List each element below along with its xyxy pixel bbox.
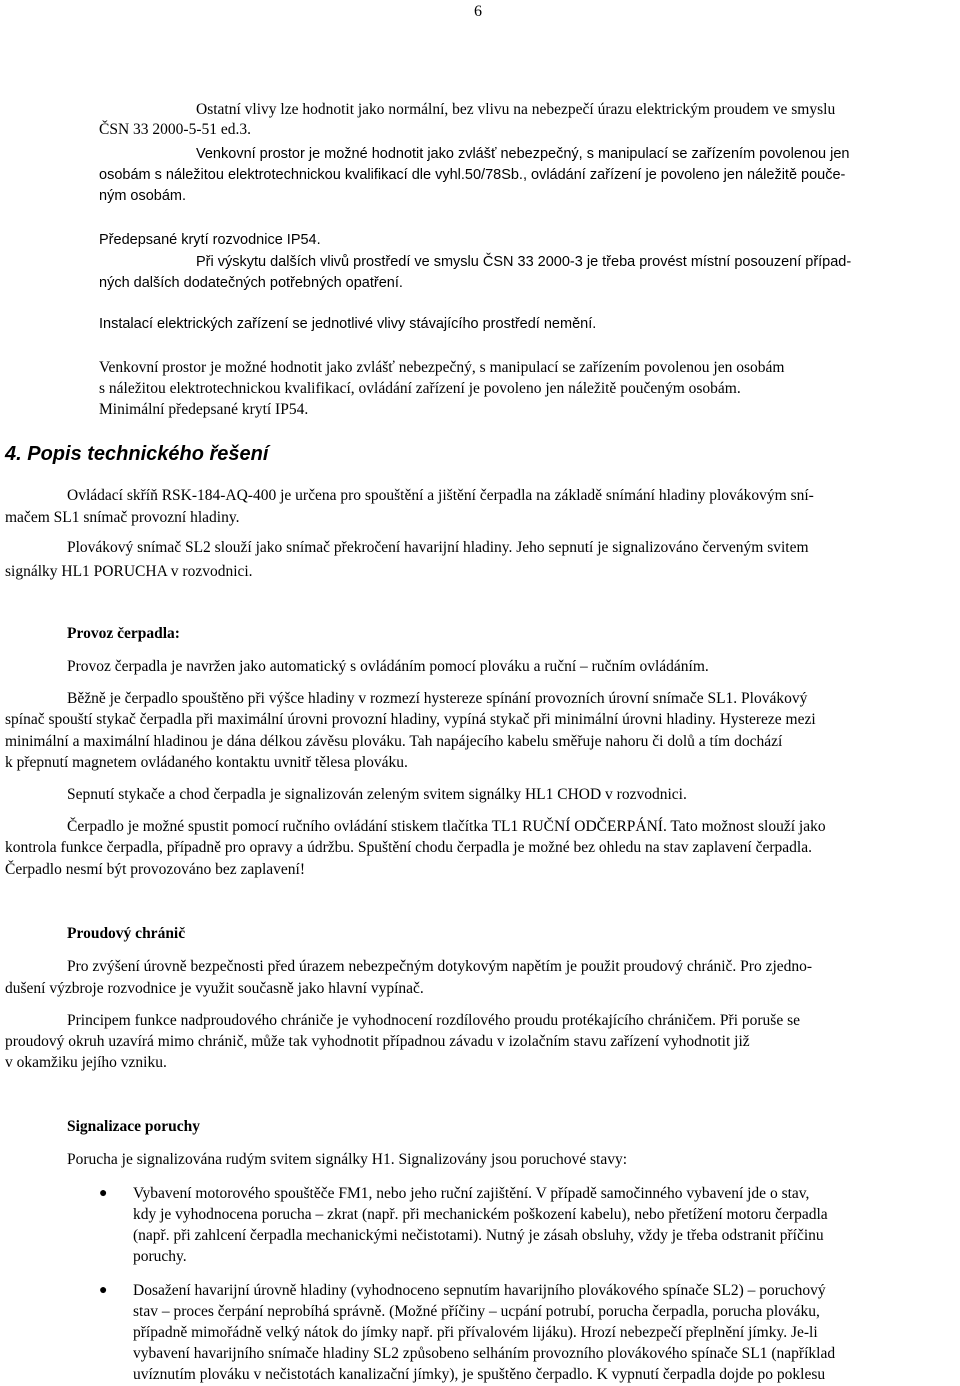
text-line: Principem funkce nadproudového chrániče je vyhodnocení rozdílového proudu protékajícího chráničem. Při poruše se [67,1012,801,1029]
text-line: Venkovní prostor je možné hodnotit jako zvlášť nebezpečný, s manipulací se zařízením povolenou jen osobám [99,359,785,376]
text-line: Ostatní vlivy lze hodnotit jako normální, bez vlivu na nebezpečí úrazu elektrickým proudem ve smyslu [196,101,836,118]
text-line: Sepnutí stykače a chod čerpadla je signalizován zeleným svitem signálky HL1 CHOD v rozvodnici. [67,786,687,803]
text-line: signálky HL1 PORUCHA v rozvodnici. [5,563,253,580]
text-line: Čerpadlo je možné spustit pomocí ručního ovládání stiskem tlačítka TL1 RUČNÍ ODČERPÁNÍ. Tato možnost slouží jako [67,818,826,835]
text-line: Instalací elektrických zařízení se jednotlivé vlivy stávajícího prostředí nemění. [99,316,597,332]
text-line: Předepsané krytí rozvodnice IP54. [99,232,321,248]
text-line: v okamžiku jejího vzniku. [5,1054,167,1071]
text-line: Venkovní prostor je možné hodnotit jako zvlášť nebezpečný, s manipulací se zařízením povolenou jen [196,146,850,162]
text-line: (např. při zahlcení čerpadla mechanickými nečistotami). Nutný je zásah obsluhy, vždy je třeba odstranit příčinu [133,1227,824,1244]
text-line: Vybavení motorového spouštěče FM1, nebo jeho ruční zajištění. V případě samočinného vybavení jde o stav, [133,1185,810,1202]
text-line: k přepnutí magnetem ovládaného kontaktu uvnitř tělesa plováku. [5,754,408,771]
text-line: dušení výzbroje rozvodnice je využit současně jako hlavní vypínač. [5,980,424,997]
text-line: Dosažení havarijní úrovně hladiny (vyhodnoceno sepnutím havarijního plovákového spínače SL2) – poruchový [133,1282,826,1299]
text-line: Porucha je signalizována rudým svitem signálky H1. Signalizovány jsou poruchové stavy: [67,1151,628,1168]
text-line: vybavení havarijního snímače hladiny SL2 způsobeno selháním provozního plovákového spínače SL1 (například [133,1345,836,1362]
text-line: Při výskytu dalších vlivů prostředí ve smyslu ČSN 33 2000-3 je třeba provést místní posouzení případ- [196,254,852,270]
text-line: Ovládací skříň RSK-184-AQ-400 je určena pro spouštění a jištění čerpadla na základě snímání hladiny plovákovým sní- [67,487,814,504]
text-line: ČSN 33 2000-5-51 ed.3. [99,121,251,138]
text-line: s náležitou elektrotechnickou kvalifikací, ovládání zařízení je povoleno jen náležitě poučeným osobám. [99,380,741,397]
subsection-title: Provoz čerpadla: [67,625,180,642]
subsection-title: Proudový chránič [67,925,186,942]
text-line: Plovákový snímač SL2 slouží jako snímač překročení havarijní hladiny. Jeho sepnutí je signalizováno červeným svitem [67,539,809,556]
text-line: spínač spouští stykač čerpadla při maximální úrovni provozní hladiny, vypíná stykač při minimální úrovni hladiny. Hystereze mezi [5,711,816,728]
bullet-icon: ● [99,1283,108,1298]
text-line: proudový okruh uzavírá mimo chránič, může tak vyhodnotit případnou závadu v izolačním stavu zařízení vyhodnotit již [5,1033,750,1050]
section-heading: 4. Popis technického řešení [5,443,269,465]
text-line: osobám s náležitou elektrotechnickou kvalifikací dle vyhl.50/78Sb., ovládání zařízení je povoleno jen náležitě pouče- [99,167,846,183]
text-line: poruchy. [133,1248,187,1265]
text-line: minimální a maximální hladinou je dána délkou závěsu plováku. Tah napájecího kabelu směřuje nahoru či dolů a tím dochází [5,733,783,750]
text-line: ným osobám. [99,188,187,204]
subsection-title: Signalizace poruchy [67,1118,201,1135]
text-line: stav – proces čerpání neprobíhá správně. (Možné příčiny – ucpání potrubí, porucha čerpadla, porucha plováku, [133,1303,820,1320]
text-line: Běžně je čerpadlo spouštěno při výšce hladiny v rozmezí hystereze spínání provozních úrovní snímače SL1. Plovákový [67,690,808,707]
bullet-icon: ● [99,1186,108,1201]
page-number: 6 [474,3,482,20]
text-line: Minimální předepsané krytí IP54. [99,401,309,418]
text-line: Pro zvýšení úrovně bezpečnosti před úrazem nebezpečným dotykovým napětím je použit proudový chránič. Pro zjedno- [67,958,813,975]
text-line: kontrola funkce čerpadla, případně pro opravy a údržbu. Spuštění chodu čerpadla je možné bez ohledu na stav zaplavení čerpadla. [5,839,812,856]
text-line: ných dalších dodatečných potřebných opatření. [99,275,403,291]
text-line: mačem SL1 snímač provozní hladiny. [5,509,240,526]
text-line: Provoz čerpadla je navržen jako automatický s ovládáním pomocí plováku a ruční – ručním ovládáním. [67,658,709,675]
text-line: uvíznutím plováku v nečistotách kanalizační jímky), je spuštěno čerpadlo. K vypnutí čerpadla dojde po poklesu [133,1366,826,1383]
text-line: případně mimořádně velký nátok do jímky např. při přívalovém lijáku). Hrozí nebezpečí přeplnění jímky. Je-li [133,1324,818,1341]
text-line: kdy je vyhodnocena porucha – zkrat (např. při mechanickém poškození kabelu), nebo přetížení motoru čerpadla [133,1206,828,1223]
text-line: Čerpadlo nesmí být provozováno bez zaplavení! [5,861,305,878]
